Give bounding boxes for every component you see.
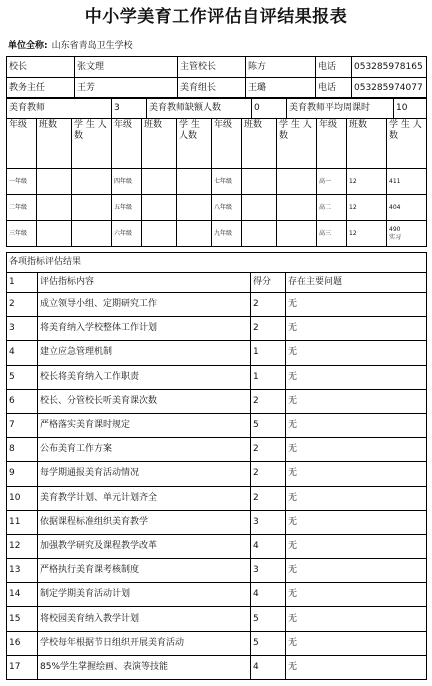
eval-item: 校长、分管校长听美育课次数	[38, 389, 251, 413]
info-label-director: 教务主任	[7, 78, 75, 99]
eval-header-row	[7, 273, 427, 293]
grade-cell	[177, 169, 212, 195]
grade-cell	[37, 221, 72, 247]
grade-cell	[142, 195, 177, 221]
eval-row	[7, 559, 427, 583]
eval-issue: 无	[286, 341, 427, 365]
grade-cell	[387, 221, 427, 247]
eval-header-issues: 存在主要问题	[286, 273, 427, 293]
eval-item: 制定学期美育活动计划	[38, 583, 251, 607]
eval-issue: 无	[286, 534, 427, 558]
teacher-shortage-value: 0	[252, 98, 287, 119]
info-table	[6, 56, 427, 99]
eval-score: 5	[251, 607, 286, 631]
eval-number: 11	[7, 510, 38, 534]
eval-row	[7, 462, 427, 486]
info-value-group-leader: 王璐	[246, 78, 316, 99]
eval-number: 5	[7, 365, 38, 389]
grade-cell	[177, 195, 212, 221]
eval-row	[7, 655, 427, 679]
grade-cell: 二年级	[7, 195, 37, 221]
eval-score: 2	[251, 486, 286, 510]
grade-cell	[142, 221, 177, 247]
eval-score: 1	[251, 341, 286, 365]
grade-cell: 高二	[317, 195, 347, 221]
eval-issue: 无	[286, 365, 427, 389]
grade-cell	[37, 169, 72, 195]
eval-row	[7, 317, 427, 341]
eval-score: 2	[251, 317, 286, 341]
eval-issue: 无	[286, 583, 427, 607]
info-row-1	[7, 57, 427, 78]
grade-cell: 12	[347, 195, 387, 221]
eval-number: 6	[7, 389, 38, 413]
grade-cell: 一年级	[7, 169, 37, 195]
eval-number: 13	[7, 559, 38, 583]
eval-score: 2	[251, 462, 286, 486]
eval-item: 加强教学研究及课程教学改革	[38, 534, 251, 558]
eval-score: 5	[251, 413, 286, 437]
eval-score: 4	[251, 583, 286, 607]
eval-number: 3	[7, 317, 38, 341]
eval-row	[7, 534, 427, 558]
grade-row	[7, 195, 427, 221]
eval-score: 2	[251, 389, 286, 413]
grade-cell	[177, 221, 212, 247]
eval-row	[7, 607, 427, 631]
grade-header-cell: 班数	[142, 119, 177, 169]
eval-item: 成立领导小组、定期研究工作	[38, 293, 251, 317]
eval-issue: 无	[286, 510, 427, 534]
eval-row	[7, 293, 427, 317]
grade-cell	[242, 221, 277, 247]
section-title: 各项指标评估结果	[7, 253, 427, 273]
grade-cell: 三年级	[7, 221, 37, 247]
eval-row	[7, 413, 427, 437]
eval-number: 7	[7, 413, 38, 437]
grade-count: 404	[389, 203, 401, 211]
report-title: 中小学美育工作评估自评结果报表	[84, 7, 348, 27]
grade-cell	[72, 195, 112, 221]
grade-cell	[72, 221, 112, 247]
grade-cell	[242, 169, 277, 195]
eval-score: 4	[251, 534, 286, 558]
teacher-hours-label: 美育教师平均周课时	[287, 98, 394, 119]
eval-score: 3	[251, 559, 286, 583]
eval-row	[7, 510, 427, 534]
unit-label: 单位全称:	[8, 41, 48, 51]
grade-cell: 七年级	[212, 169, 242, 195]
section-title-row	[7, 253, 427, 273]
eval-number: 15	[7, 607, 38, 631]
grade-cell: 九年级	[212, 221, 242, 247]
info-value-phone-2: 053285974077	[352, 78, 427, 99]
grade-header-cell: 学 生 人数	[177, 119, 212, 169]
grade-header-cell: 年级	[7, 119, 37, 169]
eval-row	[7, 365, 427, 389]
unit-value: 山东省青岛卫生学校	[51, 41, 133, 51]
eval-issue: 无	[286, 389, 427, 413]
eval-item: 严格执行美育课考核制度	[38, 559, 251, 583]
grade-cell: 12	[347, 221, 387, 247]
eval-item: 美育教学计划、单元计划齐全	[38, 486, 251, 510]
grade-cell	[72, 169, 112, 195]
eval-number: 10	[7, 486, 38, 510]
info-value-phone: 053285978165	[352, 57, 427, 78]
grade-cell	[277, 169, 317, 195]
info-label-phone-2: 电话	[316, 78, 352, 99]
grade-cell	[277, 195, 317, 221]
info-label-phone: 电话	[316, 57, 352, 78]
grade-cell	[277, 221, 317, 247]
grade-header-cell: 班数	[347, 119, 387, 169]
eval-number: 2	[7, 293, 38, 317]
grade-cell	[387, 195, 427, 221]
eval-item: 严格落实美育课时规定	[38, 413, 251, 437]
grade-count: 490	[389, 226, 401, 233]
grade-cell: 八年级	[212, 195, 242, 221]
eval-row	[7, 438, 427, 462]
eval-item: 85%学生掌握绘画、表演等技能	[38, 655, 251, 679]
eval-issue: 无	[286, 607, 427, 631]
eval-score: 2	[251, 293, 286, 317]
eval-score: 4	[251, 655, 286, 679]
grade-cell: 高一	[317, 169, 347, 195]
grade-table	[6, 118, 427, 247]
eval-row	[7, 486, 427, 510]
eval-issue: 无	[286, 486, 427, 510]
eval-number: 12	[7, 534, 38, 558]
teacher-table	[6, 97, 427, 119]
grade-header-cell: 年级	[317, 119, 347, 169]
eval-row	[7, 341, 427, 365]
info-value-principal: 张文理	[75, 57, 178, 78]
grade-header-cell: 年级	[112, 119, 142, 169]
info-label-group-leader: 美育组长	[178, 78, 246, 99]
eval-number: 17	[7, 655, 38, 679]
eval-item: 公布美育工作方案	[38, 438, 251, 462]
eval-issue: 无	[286, 655, 427, 679]
eval-issue: 无	[286, 317, 427, 341]
info-label-principal: 校长	[7, 57, 75, 78]
grade-cell: 六年级	[112, 221, 142, 247]
grade-note: 实习	[389, 234, 402, 241]
eval-table	[6, 252, 427, 680]
eval-header-score: 得分	[251, 273, 286, 293]
grade-cell: 12	[347, 169, 387, 195]
grade-header-cell: 学 生 人数	[72, 119, 112, 169]
grade-cell	[142, 169, 177, 195]
grade-header-cell: 年级	[212, 119, 242, 169]
unit-name-row	[8, 38, 133, 51]
teacher-hours-value: 10	[394, 98, 427, 119]
eval-number: 4	[7, 341, 38, 365]
info-row-2	[7, 78, 427, 99]
eval-item: 学校每年根据节日组织开展美育活动	[38, 631, 251, 655]
eval-body	[7, 293, 427, 680]
grade-cell: 高三	[317, 221, 347, 247]
eval-issue: 无	[286, 559, 427, 583]
eval-row	[7, 631, 427, 655]
eval-issue: 无	[286, 462, 427, 486]
grade-cell: 四年级	[112, 169, 142, 195]
eval-item: 依据课程标准组织美育教学	[38, 510, 251, 534]
eval-number: 9	[7, 462, 38, 486]
teacher-count-value: 3	[112, 98, 147, 119]
info-label-vice-principal: 主管校长	[178, 57, 246, 78]
grade-cell	[37, 195, 72, 221]
eval-item: 将校园美育纳入教学计划	[38, 607, 251, 631]
grade-header-row	[7, 119, 427, 169]
eval-number: 16	[7, 631, 38, 655]
grade-header-cell: 学 生 人数	[277, 119, 317, 169]
eval-issue: 无	[286, 293, 427, 317]
eval-issue: 无	[286, 413, 427, 437]
eval-issue: 无	[286, 438, 427, 462]
eval-header-number: 1	[7, 273, 38, 293]
info-row-3	[7, 98, 427, 119]
grade-header-cell: 班数	[37, 119, 72, 169]
eval-score: 5	[251, 631, 286, 655]
eval-header-content: 评估指标内容	[38, 273, 251, 293]
eval-row	[7, 583, 427, 607]
eval-score: 1	[251, 365, 286, 389]
grade-row	[7, 221, 427, 247]
grade-header-cell: 班数	[242, 119, 277, 169]
grade-header-cell: 学 生 人数	[387, 119, 427, 169]
eval-item: 每学期通报美育活动情况	[38, 462, 251, 486]
eval-issue: 无	[286, 631, 427, 655]
eval-number: 8	[7, 438, 38, 462]
grade-cell	[387, 169, 427, 195]
eval-item: 校长将美育纳入工作职责	[38, 365, 251, 389]
eval-item: 将美育纳入学校整体工作计划	[38, 317, 251, 341]
grade-count: 411	[389, 177, 401, 185]
info-value-vice-principal: 陈方	[246, 57, 316, 78]
eval-item: 建立应急管理机制	[38, 341, 251, 365]
info-value-director: 王芳	[75, 78, 178, 99]
eval-row	[7, 389, 427, 413]
teacher-count-label: 美育教师	[7, 98, 112, 119]
eval-score: 3	[251, 510, 286, 534]
eval-score: 2	[251, 438, 286, 462]
teacher-shortage-label: 美育教师缺额人数	[147, 98, 252, 119]
grade-row	[7, 169, 427, 195]
grade-cell: 五年级	[112, 195, 142, 221]
eval-number: 14	[7, 583, 38, 607]
grade-cell	[242, 195, 277, 221]
